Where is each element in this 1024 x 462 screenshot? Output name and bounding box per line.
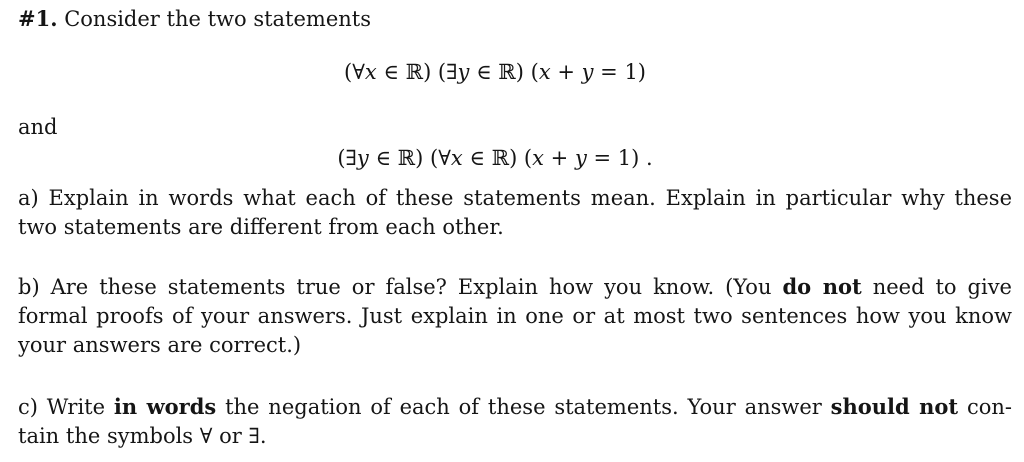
- text-segment: the negation of each of these statements. Your answer: [216, 395, 831, 419]
- text-segment: #1.: [18, 6, 58, 31]
- text-segment: y: [581, 60, 594, 84]
- text-segment: ∈ ℝ) (: [469, 60, 539, 84]
- text-segment: (∀: [344, 60, 365, 84]
- math-statement-2: [18, 144, 972, 173]
- text-segment: b) Are these statements true or false? Explain how you know. (You: [18, 275, 783, 299]
- problem-number-heading: [18, 4, 1012, 34]
- text-segment: con-: [958, 395, 1012, 419]
- text-line: [18, 331, 1012, 360]
- text-segment: your answers are correct.): [18, 333, 302, 357]
- text-segment: +: [543, 146, 575, 170]
- text-segment: x: [364, 60, 377, 84]
- text-segment: y: [356, 146, 369, 170]
- text-segment: ∈ ℝ) (∀: [368, 146, 451, 170]
- text-segment: c) Write: [18, 395, 114, 419]
- text-line: [18, 422, 1012, 451]
- math-statement-1: [18, 58, 972, 87]
- text-segment: = 1) .: [586, 146, 653, 170]
- text-segment: in words: [113, 394, 217, 419]
- part-b-paragraph: [18, 272, 1012, 360]
- text-segment: do not: [782, 274, 862, 299]
- text-segment: = 1): [593, 60, 646, 84]
- text-line: [18, 213, 1012, 242]
- text-line: [18, 272, 1012, 302]
- text-segment: (∃: [337, 146, 357, 170]
- text-segment: x: [538, 60, 551, 84]
- part-a-paragraph: [18, 184, 1012, 242]
- connector-word: [18, 113, 1012, 142]
- text-segment: Consider the two statements: [57, 7, 372, 31]
- text-segment: ∈ ℝ) (: [462, 146, 533, 170]
- text-segment: formal proofs of your answers. Just explain in one or at most two sentences how you know: [18, 304, 1012, 328]
- part-c-paragraph: [18, 392, 1012, 451]
- text-segment: should not: [830, 394, 959, 419]
- text-segment: x: [450, 146, 463, 170]
- text-line: [18, 184, 1012, 213]
- text-segment: x: [532, 146, 544, 170]
- text-line: [18, 302, 1012, 331]
- text-segment: a) Explain in words what each of these statements mean. Explain in particular why these: [18, 186, 1012, 210]
- text-segment: two statements are different from each other.: [18, 215, 504, 239]
- text-segment: y: [457, 60, 470, 84]
- text-line: [18, 392, 1012, 422]
- text-segment: y: [574, 146, 587, 170]
- text-segment: ∈ ℝ) (∃: [376, 60, 458, 84]
- text-segment: tain the symbols ∀ or ∃.: [18, 424, 267, 448]
- text-segment: need to give: [861, 275, 1012, 299]
- text-segment: +: [550, 60, 582, 84]
- text-segment: and: [18, 115, 58, 139]
